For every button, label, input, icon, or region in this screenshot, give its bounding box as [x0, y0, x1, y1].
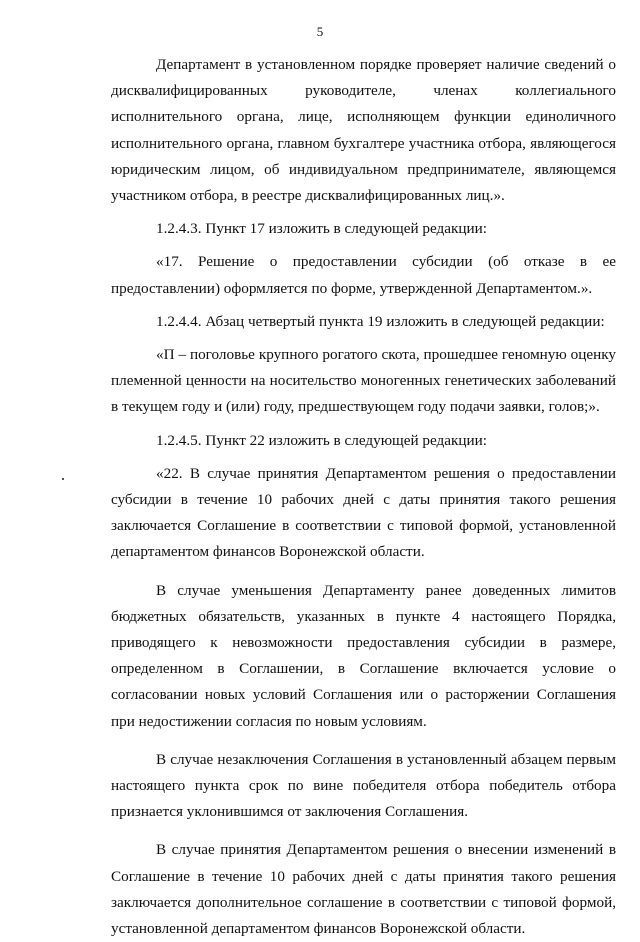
paragraph-disqualified-persons-check: Департамент в установленном порядке проверяет наличие сведений о дисквалифицированных руководителе, членах коллегиального исполнительного органа, лице, исполняющем функции единоличного исполнительного органа, главном бухгалтере участника отбора, являющегося юридическим лицом, об индивидуальном предпринимателе, являющемся участником отбора, в реестре дисквалифицированных лиц.».	[111, 56, 616, 205]
paragraph-item-22: «22. В случае принятия Департаментом решения о предоставлении субсидии в течение 10 рабочих дней с даты принятия такого решения заключается Соглашение в соответствии с типовой формой, установленной департаментом финансов Воронежской области.	[111, 464, 616, 561]
paragraph-livestock-definition: «П – поголовье крупного рогатого скота, прошедшее геномную оценку племенной ценности на носительство моногенных генетических заболеваний в текущем году и (или) году, предшествующем году подачи заявки, голов;».	[111, 346, 616, 416]
paragraph-amendments: В случае принятия Департаментом решения о внесении изменений в Соглашение в течение 10 рабочих дней с даты принятия такого решения заключается дополнительное соглашение в соответствии с типовой формой, установленной департаментом финансов Воронежской области.	[111, 841, 616, 938]
paragraph-non-conclusion: В случае незаключения Соглашения в установленный абзацем первым настоящего пункта срок по вине победителя отбора победитель отбора признается уклонившимся от заключения Соглашения.	[111, 750, 616, 821]
paragraph-item-17: «17. Решение о предоставлении субсидии (об отказе в ее предоставлении) оформляется по форме, утвержденной Департаментом.».	[111, 253, 616, 297]
paragraph-clause-1-2-4-5: 1.2.4.5. Пункт 22 изложить в следующей редакции:	[156, 431, 487, 449]
scan-speck	[62, 478, 64, 480]
document-body	[111, 52, 616, 942]
paragraph-clause-1-2-4-3: 1.2.4.3. Пункт 17 изложить в следующей редакции:	[156, 220, 487, 238]
paragraph-limits-reduction: В случае уменьшения Департаменту ранее доведенных лимитов бюджетных обязательств, указанных в пункте 4 настоящего Порядка, приводящего к невозможности предоставления субсидии в размере, определенном в Соглашении, в Соглашение включается условие о согласовании новых условий Соглашения или о расторжении Соглашения при недостижении согласия по новым условиям.	[111, 581, 616, 730]
page-number: 5	[316, 24, 324, 39]
paragraph-clause-1-2-4-4: 1.2.4.4. Абзац четвертый пункта 19 изложить в следующей редакции:	[156, 312, 605, 330]
